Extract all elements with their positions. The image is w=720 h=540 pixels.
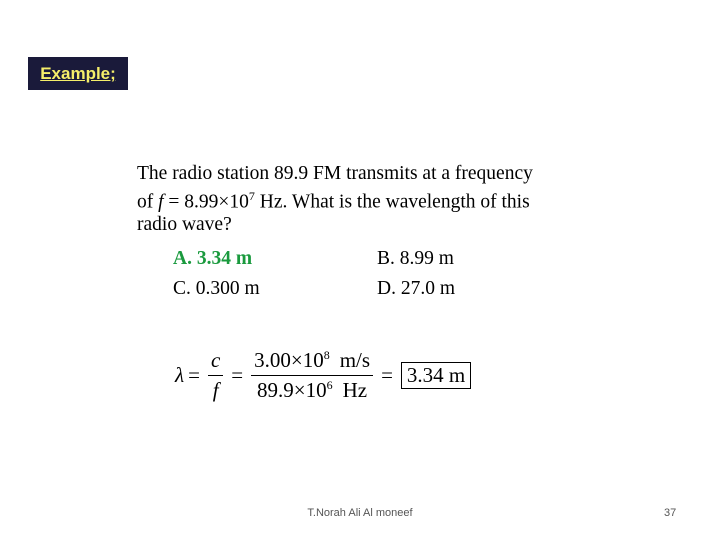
fraction-denominator-f: f [212,377,219,402]
example-label [28,57,128,90]
problem-statement [137,163,597,236]
problem-line-3: radio wave? [137,213,232,235]
lambda-symbol: λ [175,362,185,387]
equals-sign: = [188,362,200,387]
values-fraction [251,348,373,403]
problem-line-1: The radio station 89.9 FM transmits at a frequency [137,163,533,184]
fraction-numerator-c: c [208,348,223,376]
choice-b: B. 8.99 m [377,248,454,269]
footer-author: T.Norah Ali Al moneef [307,507,413,519]
choice-c: C. 0.300 m [173,278,260,299]
equals-sign: = [381,362,393,387]
example-label-text: Example; [40,63,116,83]
numerator-speed-of-light: $3.00\times 10^8$ m/s [251,348,373,376]
problem-line-2: of $f = 8.99\times 10^7$ Hz. What is the wavelength of this [137,189,530,213]
wavelength-equation [175,344,471,406]
choice-d: D. 27.0 m [377,278,455,299]
denominator-frequency: $89.9\times 10^6$ Hz [257,377,368,402]
result-box: 3.34 m [401,362,471,389]
page-number: 37 [664,507,677,519]
c-over-f-fraction [208,348,223,403]
choice-a-correct: A. 3.34 m [173,248,253,269]
equals-sign: = [231,362,244,387]
